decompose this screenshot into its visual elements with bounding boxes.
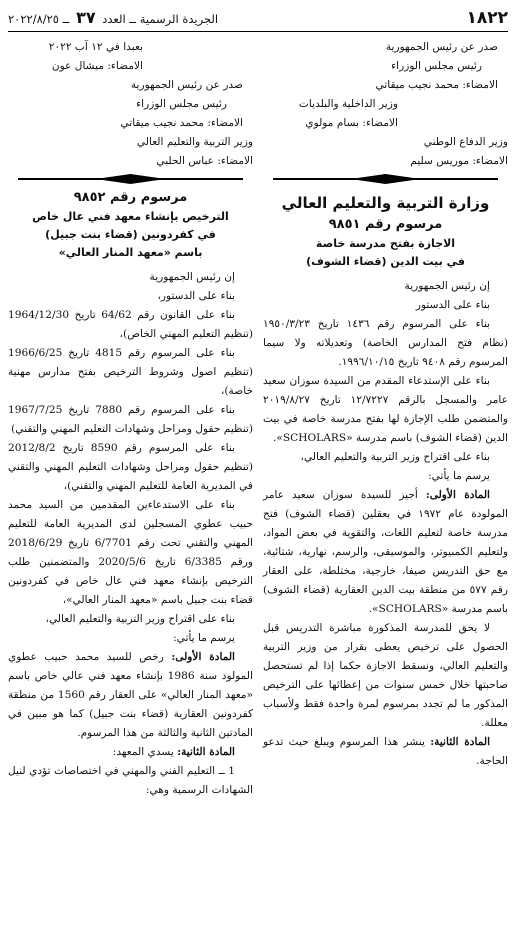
decree-number: مرسوم رقم ٩٨٥١ [328,217,443,232]
signature-block-1 [263,38,508,95]
issue-number: ٣٧ [76,8,96,27]
section-divider [8,174,253,184]
signature-line: الامضاء: محمد نجيب ميقاتي [375,79,498,91]
right-column [263,38,508,800]
section-divider [263,174,508,184]
signature-line: الامضاء: محمد نجيب ميقاتي [120,117,243,129]
ministry-heading: وزارة التربية والتعليم العالي [281,194,490,212]
paragraph: يرسم ما يأتي: [173,632,235,644]
paragraph: بناء على الدستور [415,299,490,311]
signature-line: صدر عن رئيس الجمهورية [130,79,243,91]
article-1 [263,486,508,619]
paragraph: إن رئيس الجمهورية [404,280,490,292]
paragraph: إن رئيس الجمهورية [149,271,235,283]
paragraph: لا يحق للمدرسة المذكورة مباشرة التدريس قبل الحصول على ترخيص يعطى بقرار من وزير التربية والتعليم العالي، ونسقط الاجازة حكما إذا لم تستحصل صاحبتها خلال خمس سنوات من إعطائها على الترخيص المذكور ما لم تجدد بمرسوم لمرة واحدة فقط ولأسباب معللة. [263,622,508,729]
gazette-name: الجريدة الرسمية ــ العدد [102,12,219,26]
paragraph: بناء على المرسوم رقم 8590 تاريخ 2012/8/2 (تنظيم حقول ومراحل وشهادات التعليم المهني والتقني في المديرية العامة للتعليم المهني والتقني)، [8,442,253,492]
left-column [8,38,253,800]
article-2 [263,733,508,771]
signature-line: وزير التربية والتعليم العالي [136,136,253,148]
signature-block-2 [8,133,253,171]
paragraph: بناء على المرسوم رقم 7880 تاريخ 1967/7/25 (تنظيم حقول ومراحل وشهادات التعليم المهني والتقني) [8,404,253,435]
signature-line: الامضاء: عباس الحلبي [156,155,253,167]
paragraph: بناء على الدستور، [157,290,235,302]
signature-line: رئيس مجلس الوزراء [391,60,482,72]
signature-line: الامضاء: ميشال عون [51,60,143,72]
page-header [8,8,508,30]
paragraph: بناء على المرسوم رقم 4815 تاريخ 1966/6/25 (تنظيم اصول وشروط الترخيص بفتح مدارس مهنية خاصة)، [8,347,253,397]
decree-number: مرسوم رقم ٩٨٥٢ [73,190,188,205]
paragraph: بناء على الإستدعاء المقدم من السيدة سوزان سعيد عامر والمسجل بالرقم ١٢/٧٢٢٧ تاريخ ٢٠١٩/٨/٢٧ والمتضمن طلب الإجازة لها بفتح مدرسة خاصة في بيت الدين (قضاء الشوف) باسم مدرسة «SCHOLARS». [263,375,508,444]
signature-block-2 [263,95,508,133]
article-label: المادة الأولى: [425,489,490,501]
columns [8,38,508,800]
paragraph: يرسم ما يأتي: [428,470,490,482]
decree-subject: الاجازة بفتح مدرسة خاصة [315,237,456,250]
signature-line: الامضاء: موريس سليم [410,155,508,167]
signature-line: رئيس مجلس الوزراء [136,98,227,110]
page-number: ١٨٢٢ [466,8,508,28]
article-text: أجيز للسيدة سوزان سعيد عامر المولودة عام ١٩٧٢ في بعقلين (قضاء الشوف) فتح مدرسة خاصة لتعليم اللغات، والتقوية في بعض المواد، ولتعليم الكمبيوتر، والموسيقى، والرسم، نهارية، شتائية، مع حق التدريس صيفا، خارجية، مختلطة، على العقار رقم ٥٧٧ من منطقة بيت الدين العقارية (قضاء الشوف) باسم مدرسة «SCHOLARS». [263,489,508,615]
signature-line: صدر عن رئيس الجمهورية [385,41,498,53]
header-rule [8,31,508,32]
paragraph: بناء على الاستدعاءين المقدمين من السيد محمد حبيب عطوي المسجلين لدى المديرية العامة للتعليم المهني والتقني تحت رقم 6/7701 تاريخ 2018/6/29 ورقم 6/3385 تاريخ 2020/5/6 والمتضمنين طلب الترخيص بإنشاء معهد فني عال خاص في كفردونين قضاء بنت جبيل باسم «معهد المنار العالي»، [8,499,253,606]
signature-line: الامضاء: بسام مولوي [305,117,398,129]
paragraph: بناء على القانون رقم 64/62 تاريخ 1964/12/30 (تنظيم التعليم المهني الخاص)، [8,309,253,340]
article-1 [8,648,253,743]
list-item: 1 ــ التعليم الفني والمهني في اختصاصات تؤدي لنيل الشهادات الرسمية وهي: [8,765,253,796]
article-text: رخص للسيد محمد حبيب عطوي المولود سنة 1986 بإنشاء معهد فني عالي خاص باسم «معهد المنار العالي» على العقار رقم 1560 من منطقة كفردونين العقارية (قضاء بنت جبيل) كما هو مبين في المادتين الثانية والثالثة من هذا المرسوم. [8,651,253,739]
article-label: المادة الثانية: [177,746,235,758]
article-label: المادة الأولى: [171,651,235,663]
signature-block-top [8,38,253,76]
paragraph: بناء على اقتراح وزير التربية والتعليم العالي، [300,451,490,463]
article-2 [8,743,253,762]
signature-line: وزير الداخلية والبلديات [298,98,398,110]
gazette-title [8,8,218,27]
decree-subject: في بيت الدين (قضاء الشوف) [306,255,465,268]
signature-block-1 [8,76,253,133]
signature-block-3 [263,133,508,171]
decree-subject: باسم «معهد المنار العالي» [58,246,203,259]
article-text: يسدي المعهد: [112,746,174,758]
paragraph: بناء على المرسوم رقم ١٤٣٦ تاريخ ١٩٥٠/٣/٢٣ (نظام فتح المدارس الخاصة) وتعديلاته ولا سيما المرسوم رقم ٩٤٠٨ تاريخ ١٩٩٦/١٠/١٥. [263,318,508,368]
decree-subject: الترخيص بإنشاء معهد فني عال خاص [32,210,229,223]
article-text: ينشر هذا المرسوم ويبلغ حيث تدعو الحاجة. [263,736,508,767]
issue-date: ــ ٢٠٢٢/٨/٢٥ [8,12,70,26]
decree-subject: في كفردونين (قضاء بنت جبيل) [45,228,216,241]
signature-line: وزير الدفاع الوطني [423,136,508,148]
paragraph: بناء على اقتراح وزير التربية والتعليم العالي، [45,613,235,625]
article-label: المادة الثانية: [430,736,491,748]
signature-line: بعبدا في ١٢ آب ٢٠٢٢ [48,41,143,53]
